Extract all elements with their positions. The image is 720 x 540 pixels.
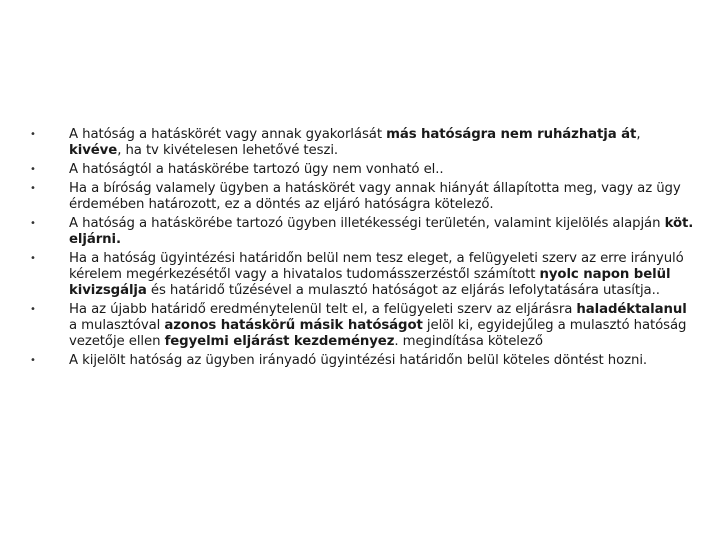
bullet-text-bold-segment: fegyelmi eljárást kezdeményez: [164, 334, 395, 349]
bullet-text-segment: A kijelölt hatóság az ügyben irányadó ügyintézési határidőn belül köteles döntést hozni.: [69, 353, 648, 368]
bullet-text-bold-segment: köt. eljárni.: [69, 216, 694, 247]
bullet-text: [69, 302, 687, 349]
bullet-dot-icon: •: [30, 218, 36, 229]
bullet-text: [69, 353, 647, 368]
bullet-text-segment: jelöl ki, egyidejűleg a mulasztó hatóság vezetője ellen: [69, 318, 687, 349]
bullet-text-segment: a mulasztóval: [69, 318, 165, 333]
bullet-dot-icon: •: [30, 129, 36, 140]
bullet-text: [69, 216, 693, 247]
bullet-text: [69, 251, 684, 298]
bullet-item: [30, 251, 696, 299]
bullet-item: [30, 127, 696, 159]
bullet-text: [69, 127, 640, 158]
bullet-text-bold-segment: nyolc napon belül kivizsgálja: [69, 267, 671, 298]
bullet-item: [30, 181, 696, 213]
bullet-dot-icon: •: [30, 164, 36, 175]
bullet-text-bold-segment: kivéve: [69, 143, 118, 158]
bullet-text-segment: Ha a hatóság ügyintézési határidőn belül nem tesz eleget, a felügyeleti szerv az erre irányuló kérelem megérkezésétől vagy a hivatalos tudomásszerzéstől számított: [69, 251, 684, 282]
bullet-dot-icon: •: [30, 304, 36, 315]
bullet-text-segment: ,: [636, 127, 641, 142]
bullet-text-bold-segment: más hatóságra nem ruházhatja át: [386, 127, 637, 142]
bullet-text-segment: A hatóság a hatáskörét vagy annak gyakorlását: [69, 127, 387, 142]
bullet-text-segment: . megindítása kötelező: [394, 334, 543, 349]
bullet-text-bold-segment: haladéktalanul: [576, 302, 687, 317]
bullet-text-segment: A hatóság a hatáskörébe tartozó ügyben illetékességi területén, valamint kijelölés alapján: [69, 216, 665, 231]
bullet-text-segment: , ha tv kivételesen lehetővé teszi.: [117, 143, 339, 158]
bullet-text: [69, 162, 444, 177]
bullet-dot-icon: •: [30, 355, 36, 366]
bullet-item: [30, 162, 696, 178]
bullet-text-segment: A hatóságtól a hatáskörébe tartozó ügy nem vonható el..: [69, 162, 444, 177]
bullet-list: [30, 127, 696, 372]
bullet-dot-icon: •: [30, 183, 36, 194]
bullet-text-segment: és határidő tűzésével a mulasztó hatóságot az eljárás lefolytatására utasítja..: [146, 283, 660, 298]
bullet-item: [30, 353, 696, 369]
bullet-dot-icon: •: [30, 253, 36, 264]
bullet-text-bold-segment: azonos hatáskörű másik hatóságot: [164, 318, 423, 333]
bullet-item: [30, 216, 696, 248]
bullet-text: [69, 181, 681, 212]
bullet-text-segment: Ha a bíróság valamely ügyben a hatáskörét vagy annak hiányát állapította meg, vagy az ügy érdemében határozott, ez a döntés az eljáró hatóságra kötelező.: [69, 181, 681, 212]
bullet-text-segment: Ha az újabb határidő eredménytelenül telt el, a felügyeleti szerv az eljárásra: [69, 302, 577, 317]
bullet-item: [30, 302, 696, 350]
